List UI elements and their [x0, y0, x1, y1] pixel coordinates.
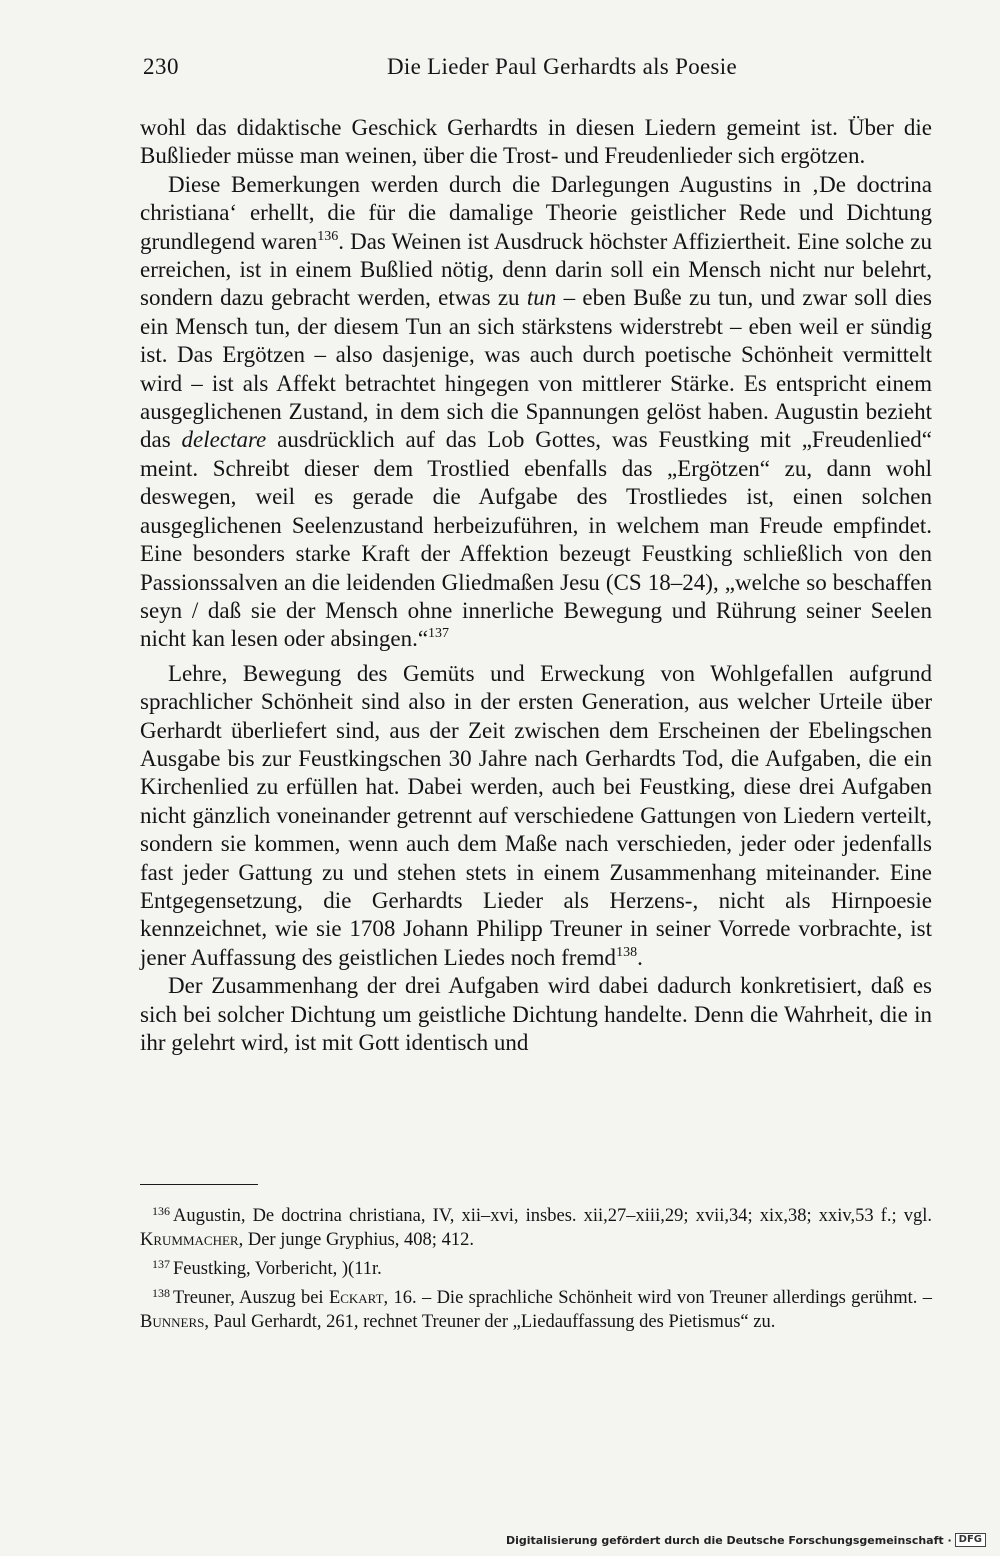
- footnote-number: 136: [152, 1204, 170, 1218]
- paragraph-3-text-a: Lehre, Bewegung des Gemüts und Erweckung von Wohlgefallen aufgrund sprachlicher Schönheit sind also in der ersten Generation, aus welcher Urteile über Gerhardt überliefert sind, aus der Zeit zwischen dem Erscheinen der Ebelingschen Ausgabe bis zur Feustkingschen 30 Jahre nach Gerhardts Tod, die Aufgaben, die ein Kirchenlied zu erfüllen hat. Dabei werden, auch bei Feustking, diese drei Aufgaben nicht gänzlich voneinander getrennt auf verschiedene Gattungen von Liedern verteilt, sondern sie kommen, wenn auch dem Maße nach verschieden, jeder oder jedenfalls fast jeder Gattung zu und stehen stets in einem Zusammenhang miteinander. Eine Entgegensetzung, die Gerhardts Lieder als Herzens-, nicht als Hirnpoesie kennzeichnet, wie sie 1708 Johann Philipp Treuner in seiner Vorrede vorbrachte, ist jener Auffassung des geistlichen Liedes noch fremd: [140, 660, 932, 970]
- paragraph-2: [140, 171, 932, 654]
- page-header: [140, 54, 932, 88]
- paragraph-4: [140, 972, 932, 1057]
- footnote-136: [140, 1199, 932, 1252]
- footnote-text: , Der junge Gryphius, 408; 412.: [238, 1230, 474, 1250]
- paragraph-2-text-a: Diese Bemerkungen werden durch die Darlegungen Augustins in ‚De doctrina christiana‘ erhellt, die für die damalige Theorie geistlicher Rede und Dichtung grundlegend waren: [140, 171, 932, 254]
- paragraph-2-text-d: ausdrücklich auf das Lob Gottes, was Feustking mit „Freudenlied“ meint. Schreibt dieser dem Trostlied ebenfalls das „Ergötzen“ zu, dann wohl deswegen, weil es gerade die Aufgabe des Trostliedes ist, einen solchen ausgeglichenen Seelenzustand herbeizuführen, in welchem man Freude empfindet. Eine besonders starke Kraft der Affektion bezeugt Feustking schließlich von den Passionssalven an die leidenden Gliedmaßen Jesu (CS 18–24), „welche so beschaffen seyn / daß sie der Mensch ohne innerliche Bewegung und Rührung seiner Seelen nicht kan lesen oder absingen.“: [140, 427, 932, 652]
- footnote-text: , Paul Gerhardt, 261, rechnet Treuner der „Liedauffassung des Pietismus“ zu.: [204, 1312, 776, 1332]
- footnote-divider: [140, 1184, 258, 1185]
- running-title: Die Lieder Paul Gerhardts als Poesie: [387, 54, 737, 79]
- paragraph-1-text: wohl das didaktische Geschick Gerhardts in diesen Liedern gemeint ist. Über die Bußlieder müsse man weinen, über die Trost- und Freudenlieder sich ergötzen.: [140, 115, 932, 169]
- funding-banner: [506, 1533, 986, 1547]
- footnote-number: 138: [152, 1286, 170, 1300]
- emphasis-tun: tun: [526, 285, 557, 311]
- dfg-logo-icon: DFG: [955, 1533, 986, 1547]
- emphasis-delectare: delectare: [181, 427, 267, 453]
- paragraph-3: [140, 660, 932, 972]
- funding-text: Digitalisierung gefördert durch die Deutsche Forschungsgemeinschaft ·: [505, 1533, 952, 1547]
- paragraph-1: [140, 114, 932, 171]
- footnote-text: , 16. – Die sprachliche Schönheit wird von Treuner allerdings gerühmt. –: [383, 1288, 932, 1308]
- paragraph-3-text-b: .: [637, 944, 643, 970]
- page-number: 230: [143, 54, 179, 79]
- footnote-author: Bunners: [140, 1312, 205, 1332]
- footnote-138: [140, 1281, 932, 1334]
- footnote-text: Treuner, Auszug bei: [173, 1288, 329, 1308]
- footnote-text: Feustking, Vorbericht, )(11r.: [173, 1259, 382, 1279]
- footnote-author: Krummacher: [140, 1230, 239, 1250]
- footnote-text: Augustin, De doctrina christiana, IV, xii–xvi, insbes. xii,27–xiii,29; xvii,34; xix,38; xxiv,53 f.; vgl.: [173, 1206, 932, 1226]
- paragraph-2-text-b: . Das Weinen ist Ausdruck höchster Affiziertheit. Eine solche zu erreichen, ist in einem Bußlied nötig, denn darin soll ein Mensch nicht nur belehrt, sondern dazu gebracht werden, etwas zu: [140, 228, 932, 311]
- paragraph-4-text: Der Zusammenhang der drei Aufgaben wird dabei dadurch konkretisiert, daß es sich bei solcher Dichtung um geistliche Dichtung handelte. Denn die Wahrheit, die in ihr gelehrt wird, ist mit Gott identisch und: [140, 973, 932, 1055]
- footnotes: [140, 1199, 932, 1334]
- footnote-ref-136[interactable]: 136: [317, 228, 339, 244]
- footnote-number: 137: [152, 1257, 170, 1271]
- footnote-ref-138[interactable]: 138: [616, 944, 638, 960]
- footnote-137: [140, 1252, 932, 1281]
- footnote-author: Eckart: [328, 1288, 384, 1308]
- paragraph-2-text-c: – eben Buße zu tun, und zwar soll dies ein Mensch tun, der diesem Tun an sich stärkstens widerstrebt – eben weil er sündig ist. Das Ergötzen – also dasjenige, was auch durch poetische Schönheit vermittelt wird – ist als Affekt betrachtet hingegen von mittlerer Stärke. Es entspricht einem ausgeglichenen Zustand, in dem sich die Spannungen gelöst haben. Augustin bezieht das: [140, 285, 932, 453]
- body-text: [140, 114, 932, 1057]
- footnote-ref-137[interactable]: 137: [428, 626, 450, 642]
